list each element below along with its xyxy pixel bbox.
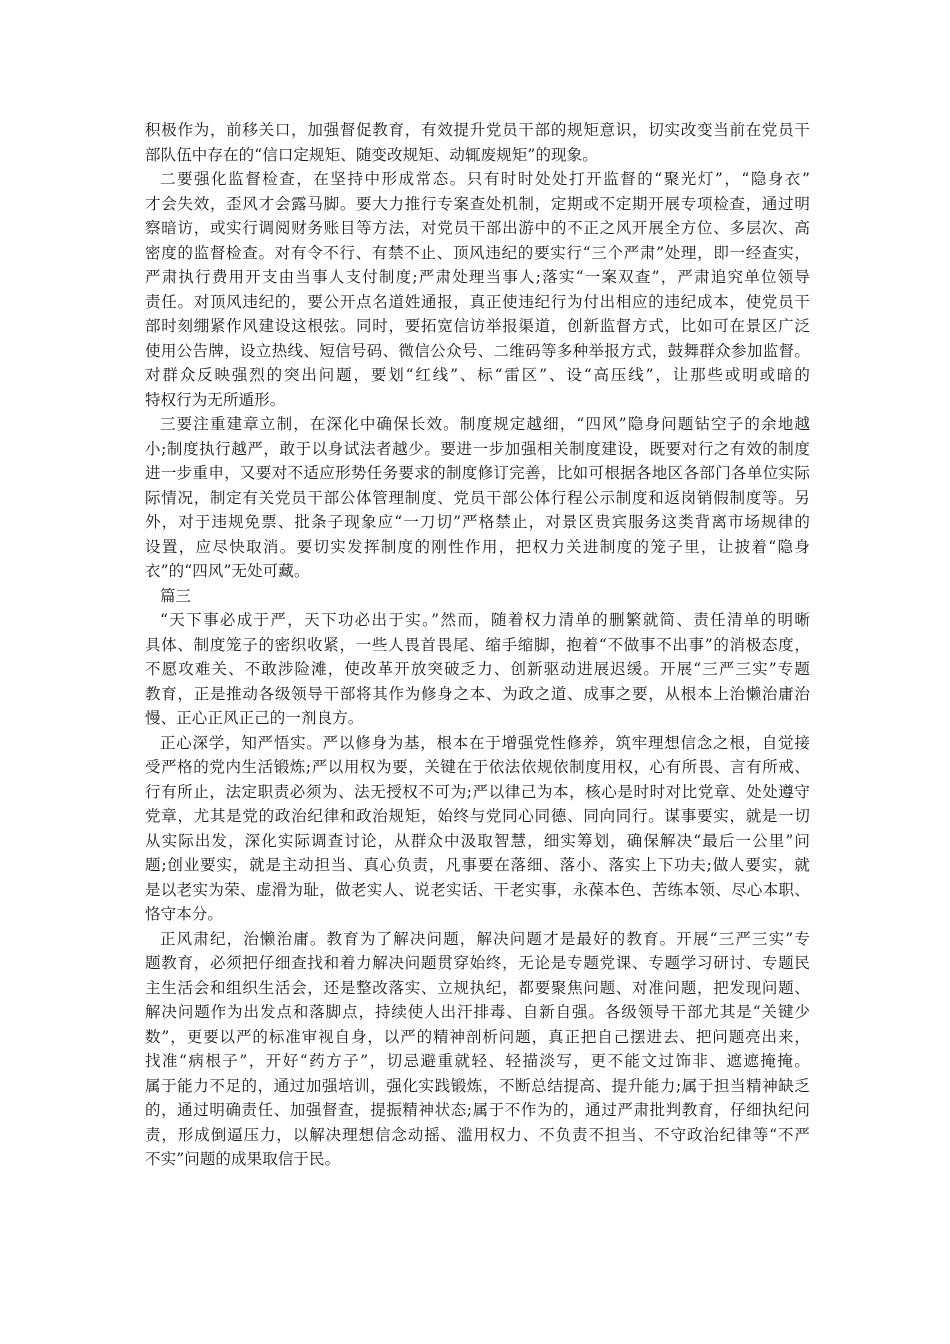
text-line: 衣”的“四风”无处可藏。 (145, 562, 310, 580)
section-heading: 篇三 (160, 586, 192, 605)
text-line: 党章，尤其是党的政治纪律和政治规矩，始终与党同心同德、同向同行。谋事要实，就是一切 (145, 807, 810, 825)
text-line: 行有所止，法定职责必须为、法无授权不可为;严以律己为本，核心是时时对比党章、处处遵守 (145, 782, 810, 801)
text-line: 外，对于违规免票、批条子现象应“一刀切”严格禁止，对景区贵宾服务这类背离市场规律的 (145, 513, 810, 531)
text-line: 的，通过明确责任、加强督查，提振精神状态;属于不作为的，通过严肃批判教育，仔细执纪问 (145, 1101, 810, 1119)
text-line: 小;制度执行越严，敢于以身试法者越少。要进一步加强相关制度建设，既要对行之有效的制度 (145, 439, 810, 458)
paragraph-4 (145, 608, 810, 731)
text-line: 积极作为，前移关口，加强督促教育，有效提升党员干部的规矩意识，切实改变当前在党员干 (145, 121, 810, 139)
text-line: 教育，正是推动各级领导干部将其作为修身之本、为政之道、成事之要，从根本上治懒治庸治 (145, 684, 810, 703)
paragraph-6 (145, 927, 810, 1172)
text-line: 不实”问题的成果取信于民。 (145, 1150, 341, 1168)
text-line: “天下事必成于严，天下功必出于实。”然而，随着权力清单的删繁就简、责任清单的明晰 (160, 611, 810, 629)
text-line: 从实际出发，深化实际调查讨论，从群众中汲取智慧，细实筹划，确保解决“最后一公里”问 (145, 831, 810, 850)
paragraph-1 (145, 118, 810, 167)
paragraph-2 (145, 167, 810, 412)
text-line: 正风肃纪，治懒治庸。教育为了解决问题，解决问题才是最好的教育。开展“三严三实”专 (160, 929, 810, 948)
text-line: 慢、正心正风正己的一剂良方。 (145, 709, 364, 727)
text-line: 部队伍中存在的“信口定规矩、随变改规矩、动辄废规矩”的现象。 (145, 145, 598, 164)
text-line: 主生活会和组织生活会，还是整改落实、立规执纪，都要聚焦问题、对准问题，把发现问题、 (145, 978, 810, 997)
text-line: 责，形成倒逼压力，以解决理想信念动摇、滥用权力、不负责不担当、不守政治纪律等“不严 (145, 1125, 810, 1144)
text-line: 特权行为无所遁形。 (145, 390, 286, 409)
text-line: 找准“病根子”，开好“药方子”，切忌避重就轻、轻描淡写，更不能文过饰非、遮遮掩掩。 (145, 1052, 810, 1070)
text-line: 密度的监督检查。对有令不行、有禁不止、顶风违纪的要实行“三个严肃”处理，即一经查实， (145, 243, 810, 262)
text-line: 不愿攻难关、不敢涉险滩，使改革开放突破乏力、创新驱动进展迟缓。开展“三严三实”专题 (145, 660, 810, 678)
text-line: 部时刻绷紧作风建设这根弦。同时，要拓宽信访举报渠道，创新监督方式，比如可在景区广泛 (145, 317, 810, 335)
text-line: 三要注重建章立制，在深化中确保长效。制度规定越细，“四风”隐身问题钻空子的余地越 (160, 415, 810, 433)
document-page (145, 118, 810, 1172)
text-line: 具体、制度笼子的密织收紧，一些人畏首畏尾、缩手缩脚，抱着“不做事不出事”的消极态度， (145, 635, 810, 654)
text-line: 设置，应尽快取消。要切实发挥制度的刚性作用，把权力关进制度的笼子里，让披着“隐身 (145, 537, 810, 556)
text-line: 数”，更要以严的标准审视自身，以严的精神剖析问题，真正把自己摆进去、把问题亮出来， (145, 1027, 810, 1046)
paragraph-3 (145, 412, 810, 584)
paragraph-5 (145, 731, 810, 927)
text-line: 恪守本分。 (145, 905, 224, 923)
text-line: 受严格的党内生活锻炼;严以用权为要，关键在于依法依规依制度用权，心有所畏、言有所戒、 (145, 758, 810, 776)
text-line: 对群众反映强烈的突出问题，要划“红线”、标“雷区”、设“高压线”，让那些或明或暗的 (145, 366, 810, 384)
text-line: 解决问题作为出发点和落脚点，持续使人出汗排毒、自新自强。各级领导干部尤其是“关键少 (145, 1003, 810, 1021)
text-line: 际情况，制定有关党员干部公体管理制度、党员干部公体行程公示制度和返岗销假制度等。另 (145, 488, 810, 507)
text-line: 正心深学，知严悟实。严以修身为基，根本在于增强党性修养，筑牢理想信念之根，自觉接 (160, 733, 810, 752)
text-line: 责任。对顶风违纪的，要公开点名道姓通报，真正使违纪行为付出相应的违纪成本，使党员干 (145, 292, 810, 311)
text-line: 题教育，必须把仔细查找和着力解决问题贯穿始终，无论是专题党课、专题学习研讨、专题民 (145, 954, 810, 972)
text-line: 严肃执行费用开支由当事人支付制度;严肃处理当事人;落实“一案双查”，严肃追究单位领导 (145, 268, 810, 286)
text-line: 题;创业要实，就是主动担当、真心负责，凡事要在落细、落小、落实上下功夫;做人要实，就 (145, 856, 810, 874)
text-line: 才会失效，歪风才会露马脚。要大力推行专案查处机制，定期或不定期开展专项检查，通过明 (145, 194, 810, 213)
text-line: 使用公告牌，设立热线、短信号码、微信公众号、二维码等多种举报方式，鼓舞群众参加监督。 (145, 341, 810, 360)
text-line: 二要强化监督检查，在坚持中形成常态。只有时时处处打开监督的“聚光灯”，“隐身衣” (160, 170, 810, 188)
text-line: 是以老实为荣、虚滑为耻，做老实人、说老实话、干老实事，永葆本色、苦练本领、尽心本职、 (145, 880, 810, 899)
text-line: 察暗访，或实行调阅财务账目等方法，对党员干部出游中的不正之风开展全方位、多层次、高 (145, 219, 810, 237)
text-line: 属于能力不足的，通过加强培训，强化实践锻炼，不断总结提高、提升能力;属于担当精神缺乏 (145, 1076, 810, 1095)
text-line: 进一步重申，又要对不适应形势任务要求的制度修订完善，比如可根据各地区各部门各单位实际 (145, 464, 810, 482)
